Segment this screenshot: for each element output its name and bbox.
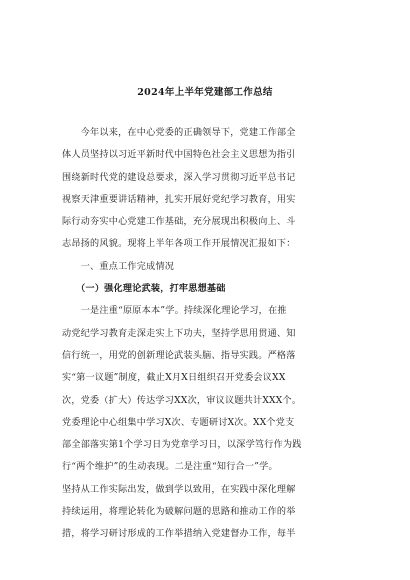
paragraph-line: 今年以来，在中心党委的正确领导下，党建工作部全: [62, 128, 296, 138]
paragraph-line: 行“两个维护”的生动表现。二是注重“知行合一”学。: [62, 462, 278, 473]
paragraph-line: 信行统一，用党的创新理论武装头脑、指导实践。严格落: [62, 350, 296, 361]
paragraph-line: 体人员坚持以习近平新时代中国特色社会主义思想为指引: [62, 150, 296, 161]
document-title: 2024年上半年党建部工作总结: [137, 87, 273, 98]
paragraph-line: 一、重点工作完成情况: [62, 261, 175, 272]
paragraph-line: 一是注重“原原本本”学。持续深化理论学习，在推: [62, 306, 287, 317]
paragraph-line: 实“第一议题”制度，截止X月X日组织召开党委会议XX: [62, 373, 286, 384]
paragraph-line: 部全部落实第1个学习日为党章学习日，以深学笃行作为践: [62, 440, 302, 451]
paragraph-line: 持续运用，将理论转化为破解问题的思路和推动工作的举: [62, 507, 296, 518]
document-body: [62, 122, 354, 546]
paragraph-line: （一）强化理论武装，打牢思想基础: [62, 283, 226, 295]
paragraph-line: 坚持从工作实际出发，做到学以致用，在实践中深化理解: [62, 484, 296, 495]
paragraph-line: 动党纪学习教育走深走实上下功夫，坚持学思用贯通、知: [62, 328, 296, 339]
paragraph-line: 志昂扬的风貌。现将上半年各项工作开展情况汇报如下：: [62, 239, 296, 250]
paragraph-line: 次，党委（扩大）传达学习XX次，审议议题共计XXX个。: [62, 395, 302, 406]
paragraph-line: 视察天津重要讲话精神，扎实开展好党纪学习教育，用实: [62, 194, 296, 205]
paragraph-line: 党委理论中心组集中学习X次、专题研讨X次。XX个党支: [62, 417, 295, 428]
paragraph-line: 际行动夯实中心党建工作基础，充分展现出积极向上、斗: [62, 217, 296, 228]
paragraph-line: 措，将学习研讨形成的工作举措纳入党建督办工作，每半: [62, 529, 296, 540]
paragraph-line: 围绕新时代党的建设总要求，深入学习贯彻习近平总书记: [62, 172, 296, 183]
